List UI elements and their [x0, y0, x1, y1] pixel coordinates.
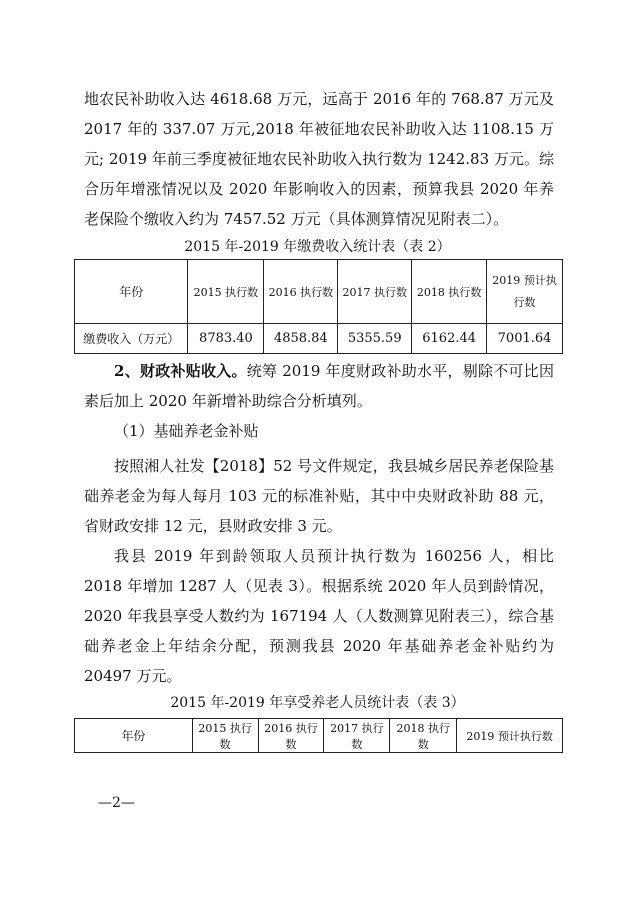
table2-value-2019: 7001.64	[487, 324, 563, 354]
fiscal-subsidy-heading: 2、财政补贴收入。	[114, 362, 247, 380]
table3-header-2015: 2015 执行数	[192, 719, 258, 753]
table2-data-row	[75, 324, 563, 354]
paragraph-income-summary: 地农民补助收入达 4618.68 万元，远高于 2016 年的 768.87 万元及 2017 年的 337.07 万元,2018 年被征地农民补助收入达 1108.15 万元; 2019 年前三季度被征地农民补助收入执行数为 1242.83 万元。综合历年增涨情况以及 2020 年影响收入的因素，预算我县 2020 年养老保险个缴收入约为 7457.52 万元（具体测算情况见附表二）。	[84, 90, 554, 228]
table3-header-year: 年份	[75, 719, 193, 753]
paragraph-pension-forecast: 我县 2019 年到龄领取人员预计执行数为 160256 人，相比 2018 年增加 1287 人（见表 3）。根据系统 2020 年人员到龄情况，2020 年我县享受人数约为 167194 人（人数测算见附表三），综合基础养老金上年结余分配，预测我县 2020 年基础养老金补贴约为 20497 万元。	[84, 547, 554, 685]
table2-value-2015: 8783.40	[188, 324, 264, 354]
table2-header-2019: 2019 预计执行数	[487, 260, 563, 324]
fiscal-subsidy-text: 统筹 2019 年度财政补助水平，剔除不可比因素后加上 2020 年新增补助综合分析填列。	[84, 362, 554, 410]
table3-header-2016: 2016 执行数	[258, 719, 324, 753]
table3-header-2019: 2019 预计执行数	[457, 719, 563, 753]
table2-header-2017: 2017 执行数	[338, 260, 412, 324]
table2-header-2015: 2015 执行数	[188, 260, 264, 324]
table3-header-2017: 2017 执行数	[324, 719, 390, 753]
subheading-basic-pension: （1）基础养老金补贴	[114, 422, 259, 440]
page-number: —2—	[98, 795, 135, 811]
table2-header-2018: 2018 执行数	[412, 260, 487, 324]
paragraph-pension-standard: 按照湘人社发【2018】52 号文件规定，我县城乡居民养老保险基础养老金为每人每月 103 元的标准补贴，其中中央财政补助 88 元，省财政安排 12 元，县财政安排 3 元。	[84, 457, 554, 535]
table2-header-year: 年份	[75, 260, 188, 324]
table3-pension-recipients	[74, 718, 563, 753]
table2-value-2016: 4858.84	[264, 324, 338, 354]
table3-header-2018: 2018 执行数	[390, 719, 457, 753]
table2-value-2018: 6162.44	[412, 324, 487, 354]
table2-header-2016: 2016 执行数	[264, 260, 338, 324]
table2-caption: 2015 年-2019 年缴费收入统计表（表 2）	[184, 239, 451, 255]
table2-row-label: 缴费收入（万元）	[75, 324, 188, 354]
table2-header-row	[75, 260, 563, 324]
table2-value-2017: 5355.59	[338, 324, 412, 354]
table2-contribution-income	[74, 259, 563, 354]
table3-header-row	[75, 719, 563, 753]
table3-caption: 2015 年-2019 年享受养老人员统计表（表 3）	[170, 695, 465, 711]
paragraph-fiscal-subsidy	[84, 356, 554, 416]
